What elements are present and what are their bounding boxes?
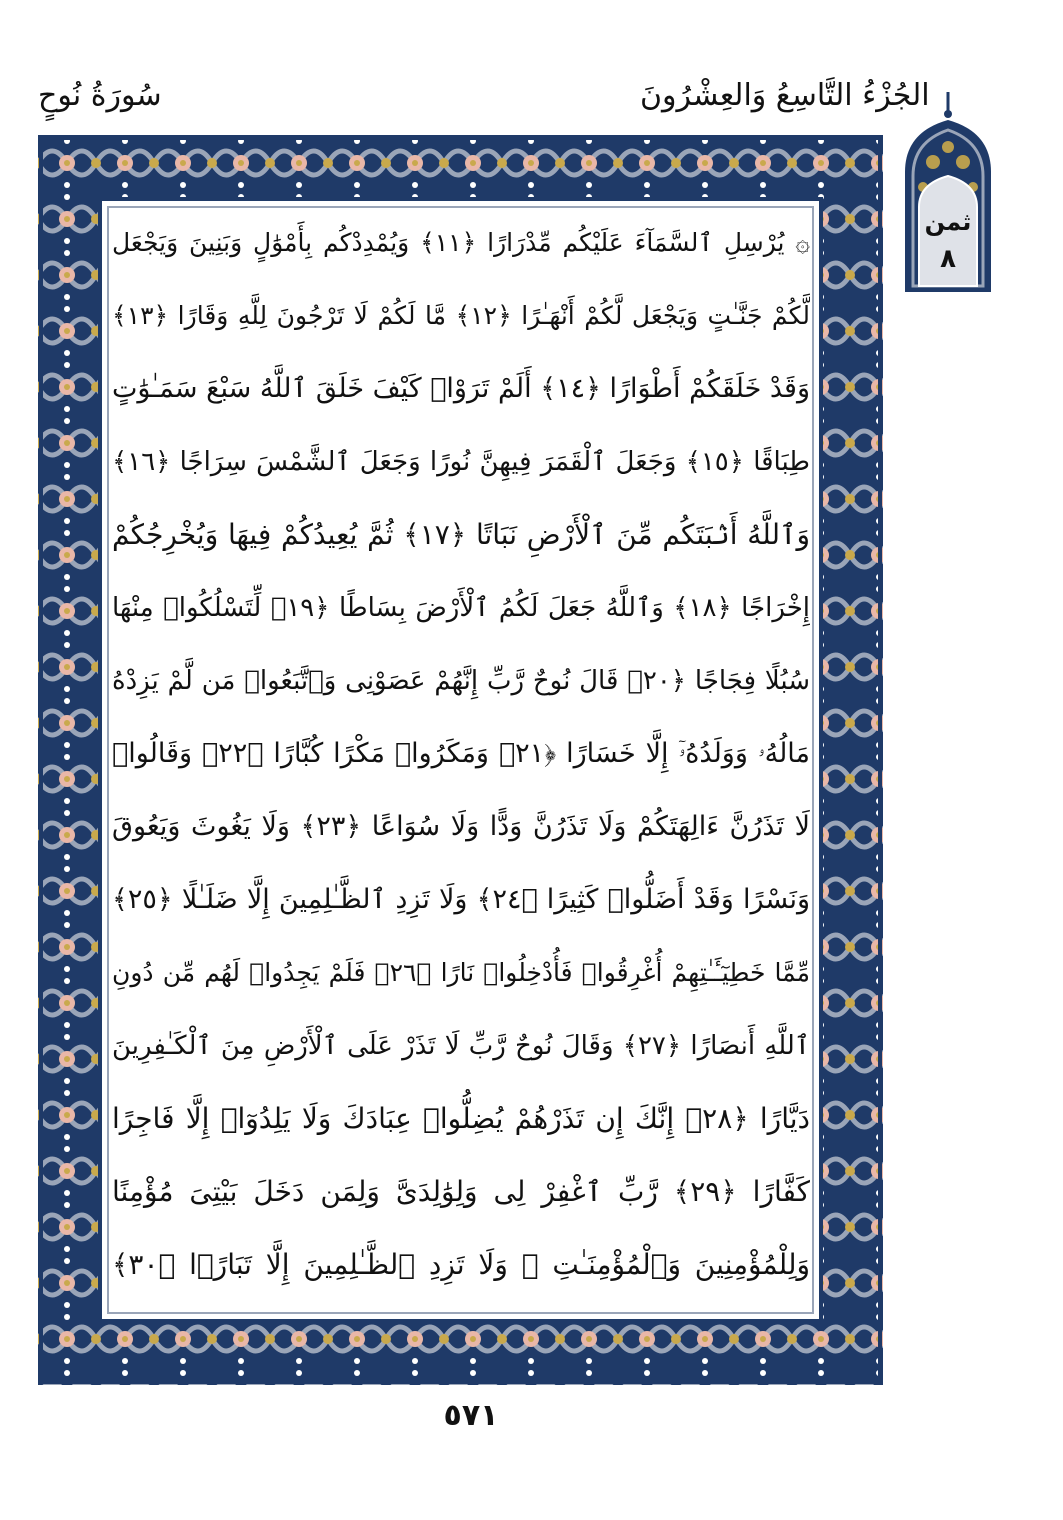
page-number: ٥٧١ [443, 1398, 499, 1433]
text-line: ٱللَّهِ أَنصَارًا ﴿٢٧﴾ وَقَالَ نُوحٌ رَّبِّ لَا تَذَرْ عَلَى ٱلْأَرْضِ مِنَ ٱلْكَـٰفِرِينَ [112, 1031, 810, 1061]
text-line: مِّمَّا خَطِيٓـَٔـٰتِهِمْ أُغْرِقُوا۟ فَأُدْخِلُوا۟ نَارًا ﴿٢٦﴾ فَلَمْ يَجِدُوا۟ لَهُم مِّن دُونِ [112, 958, 810, 987]
marker-label: ثمن [924, 208, 972, 236]
marker-number: ٨ [940, 244, 956, 274]
text-line: إِخْرَاجًا ﴿١٨﴾ وَٱللَّهُ جَعَلَ لَكُمُ ٱلْأَرْضَ بِسَاطًا ﴿١٩﴾ لِّتَسْلُكُوا۟ مِنْهَا [112, 593, 810, 623]
juz-title: الجُزْءُ التَّاسِعُ وَالعِشْرُونَ [640, 78, 930, 113]
surah-title: سُورَةُ نُوحٍ [38, 78, 162, 113]
text-line: كَفَّارًا ﴿٢٩﴾ رَّبِّ ٱغْفِرْ لِى وَلِوَٰلِدَىَّ وَلِمَن دَخَلَ بَيْتِىَ مُؤْمِنًا [112, 1175, 810, 1208]
text-line: دَيَّارًا ﴿٢٨﴾ إِنَّكَ إِن تَذَرْهُمْ يُضِلُّوا۟ عِبَادَكَ وَلَا يَلِدُوٓا۟ إِلَّا فَاجِرًا [112, 1102, 810, 1135]
text-line: وَلِلْمُؤْمِنِينَ وَٱلْمُؤْمِنَـٰتِ ۖ وَلَا تَزِدِ ٱلظَّـٰلِمِينَ إِلَّا تَبَارًۢا ﴿٣٠﴾ [112, 1248, 810, 1281]
text-line: وَنَسْرًا وَقَدْ أَضَلُّوا۟ كَثِيرًا ﴿٢٤﴾ وَلَا تَزِدِ ٱلظَّـٰلِمِينَ إِلَّا ضَلَـٰلًا ﴿٢٥﴾ [112, 884, 810, 915]
text-line: لَّكُمْ جَنَّـٰتٍ وَيَجْعَل لَّكُمْ أَنْهَـٰرًا ﴿١٢﴾ مَّا لَكُمْ لَا تَرْجُونَ لِلَّهِ وَقَارًا ﴿١٣﴾ [112, 301, 810, 330]
quran-text [112, 213, 810, 1310]
text-line: وَقَدْ خَلَقَكُمْ أَطْوَارًا ﴿١٤﴾ أَلَمْ تَرَوْا۟ كَيْفَ خَلَقَ ٱللَّهُ سَبْعَ سَمَـٰوَٰتٍ [112, 373, 810, 404]
text-line: طِبَاقًا ﴿١٥﴾ وَجَعَلَ ٱلْقَمَرَ فِيهِنَّ نُورًا وَجَعَلَ ٱلشَّمْسَ سِرَاجًا ﴿١٦﴾ [112, 447, 810, 477]
text-line: وَٱللَّهُ أَنۢبَتَكُم مِّنَ ٱلْأَرْضِ نَبَاتًا ﴿١٧﴾ ثُمَّ يُعِيدُكُمْ فِيهَا وَيُخْرِجُكُمْ [112, 518, 810, 551]
text-line: مَالُهُۥ وَوَلَدُهُۥٓ إِلَّا خَسَارًا ﴿٢١﴾ وَمَكَرُوا۟ مَكْرًا كُبَّارًا ﴿٢٢﴾ وَقَالُوا۟ [112, 738, 810, 769]
text-line: لَا تَذَرُنَّ ءَالِهَتَكُمْ وَلَا تَذَرُنَّ وَدًّا وَلَا سُوَاعًا ﴿٢٣﴾ وَلَا يَغُوثَ وَيَعُوقَ [112, 811, 810, 842]
text-line: سُبُلًا فِجَاجًا ﴿٢٠﴾ قَالَ نُوحٌ رَّبِّ إِنَّهُمْ عَصَوْنِى وَٱتَّبَعُوا۟ مَن لَّمْ يَزِدْهُ [112, 666, 810, 696]
text-line: ۞ يُرْسِلِ ٱلسَّمَآءَ عَلَيْكُم مِّدْرَارًا ﴿١١﴾ وَيُمْدِدْكُم بِأَمْوَٰلٍ وَبَنِينَ وَيَجْعَل [112, 228, 810, 257]
